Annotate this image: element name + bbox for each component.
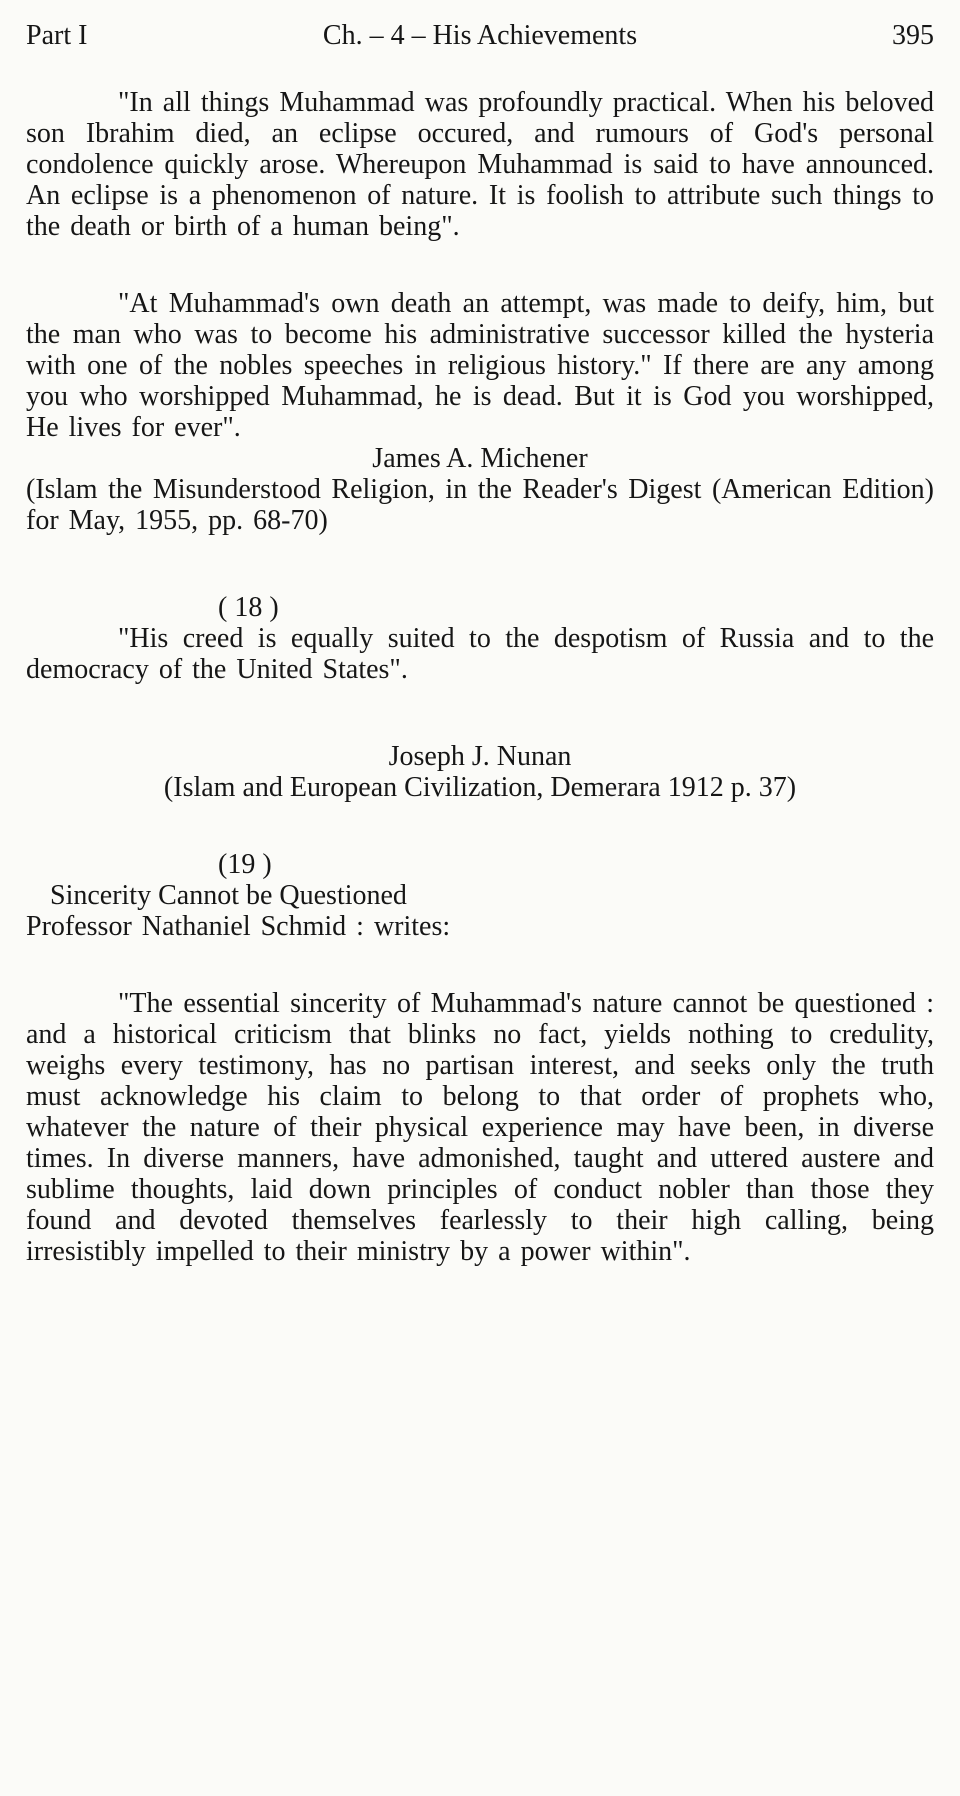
- michener-quote-paragraph-2: "At Muhammad's own death an attempt, was made to deify, him, but the man who was to become his administrative successor killed the hysteria with one of the nobles speeches in religious history." If there are any among you who worshipped Muhammad, he is dead. But it is God you worshipped, He lives for ever".: [26, 288, 934, 443]
- page-header: [26, 20, 934, 51]
- part-label: Part I: [26, 20, 88, 51]
- michener-citation: (Islam the Misunderstood Religion, in the Reader's Digest (American Edition) for May, 1955, pp. 68-70): [26, 474, 934, 536]
- page-number: 395: [892, 20, 934, 51]
- sincerity-heading: Sincerity Cannot be Questioned: [50, 880, 407, 911]
- chapter-title: Ch. – 4 – His Achievements: [322, 20, 638, 51]
- nunan-quote-paragraph: "His creed is equally suited to the despotism of Russia and to the democracy of the United States".: [26, 623, 934, 685]
- michener-quote-paragraph-1: "In all things Muhammad was profoundly practical. When his beloved son Ibrahim died, an eclipse occured, and rumours of God's personal condolence quickly arose. Whereupon Muhammad is said to have announced. An eclipse is a phenomenon of nature. It is foolish to attribute such things to the death or birth of a human being".: [26, 87, 934, 242]
- section-18-marker: ( 18 ): [218, 592, 279, 623]
- michener-attribution: James A. Michener: [372, 443, 588, 474]
- nunan-attribution: Joseph J. Nunan: [388, 741, 572, 772]
- nunan-citation: (Islam and European Civilization, Demerara 1912 p. 37): [163, 772, 797, 803]
- section-19-marker: (19 ): [218, 849, 272, 880]
- schmid-intro-line: Professor Nathaniel Schmid : writes:: [26, 911, 451, 942]
- schmid-quote-paragraph: "The essential sincerity of Muhammad's nature cannot be questioned : and a historical criticism that blinks no fact, yields nothing to credulity, weighs every testimony, has no partisan interest, and seeks only the truth must acknowledge his claim to belong to that order of prophets who, whatever the nature of their physical experience may have been, in diverse times. In diverse manners, have admonished, taught and uttered austere and sublime thoughts, laid down principles of conduct nobler than those they found and devoted themselves fearlessly to their high calling, being irresistibly impelled to their ministry by a power within".: [26, 988, 934, 1267]
